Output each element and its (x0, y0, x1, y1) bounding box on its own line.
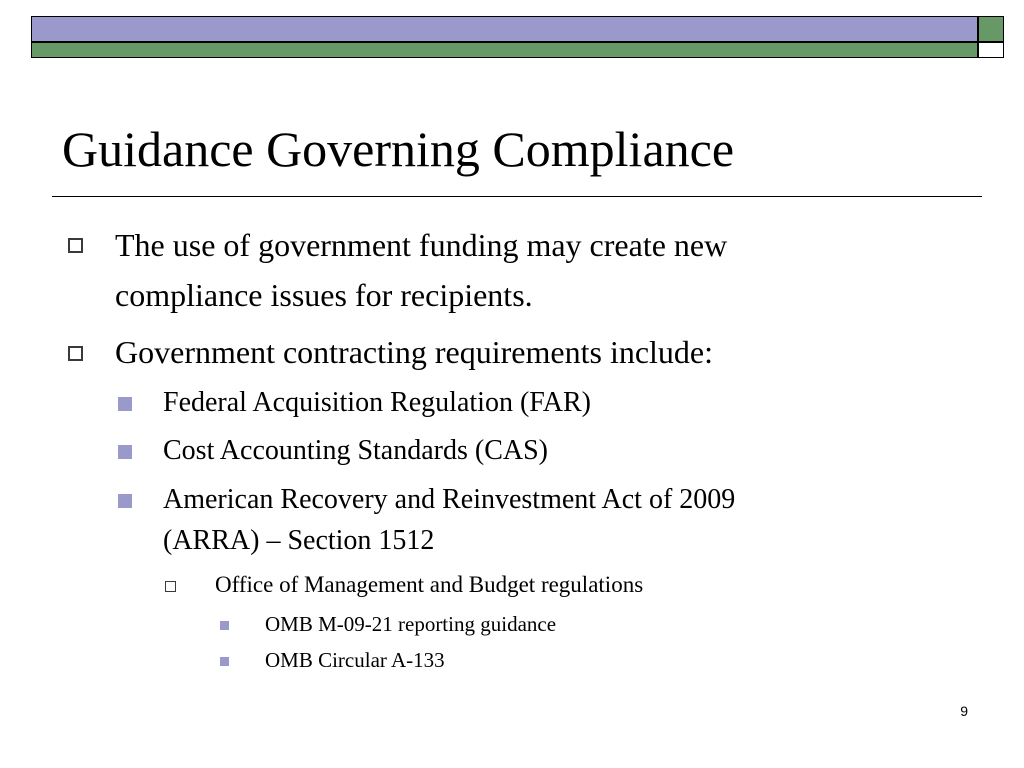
slide-title: Guidance Governing Compliance (62, 121, 735, 177)
filled-square-bullet-icon (118, 397, 132, 411)
page-number: 9 (960, 703, 968, 719)
bullet-line: Cost Accounting Standards (CAS) (163, 435, 548, 466)
bullet-line: OMB Circular A-133 (265, 648, 445, 672)
bullet-line: compliance issues for recipients. (115, 277, 533, 313)
header-square-green (978, 16, 1004, 42)
bullet-line: Office of Management and Budget regulations (215, 572, 644, 597)
filled-square-bullet-icon (220, 621, 229, 630)
bullet-line: Government contracting requirements include: (115, 334, 714, 370)
filled-square-bullet-icon (118, 494, 132, 508)
bullet-line: Federal Acquisition Regulation (FAR) (163, 387, 591, 418)
title-divider (52, 196, 982, 197)
bullet-line: The use of government funding may create new (115, 227, 728, 263)
bullet-line: (ARRA) – Section 1512 (163, 525, 435, 556)
filled-square-bullet-icon (220, 657, 229, 666)
header-square-white (978, 42, 1004, 58)
hollow-square-bullet-icon (165, 581, 176, 592)
filled-square-bullet-icon (118, 445, 132, 459)
header-bar-green (31, 42, 978, 58)
header-bar-lavender (31, 16, 978, 42)
bullet-line: American Recovery and Reinvestment Act of 2009 (163, 484, 736, 515)
hollow-square-bullet-icon (68, 238, 83, 253)
hollow-square-bullet-icon (68, 346, 83, 361)
bullet-line: OMB M-09-21 reporting guidance (265, 612, 557, 636)
